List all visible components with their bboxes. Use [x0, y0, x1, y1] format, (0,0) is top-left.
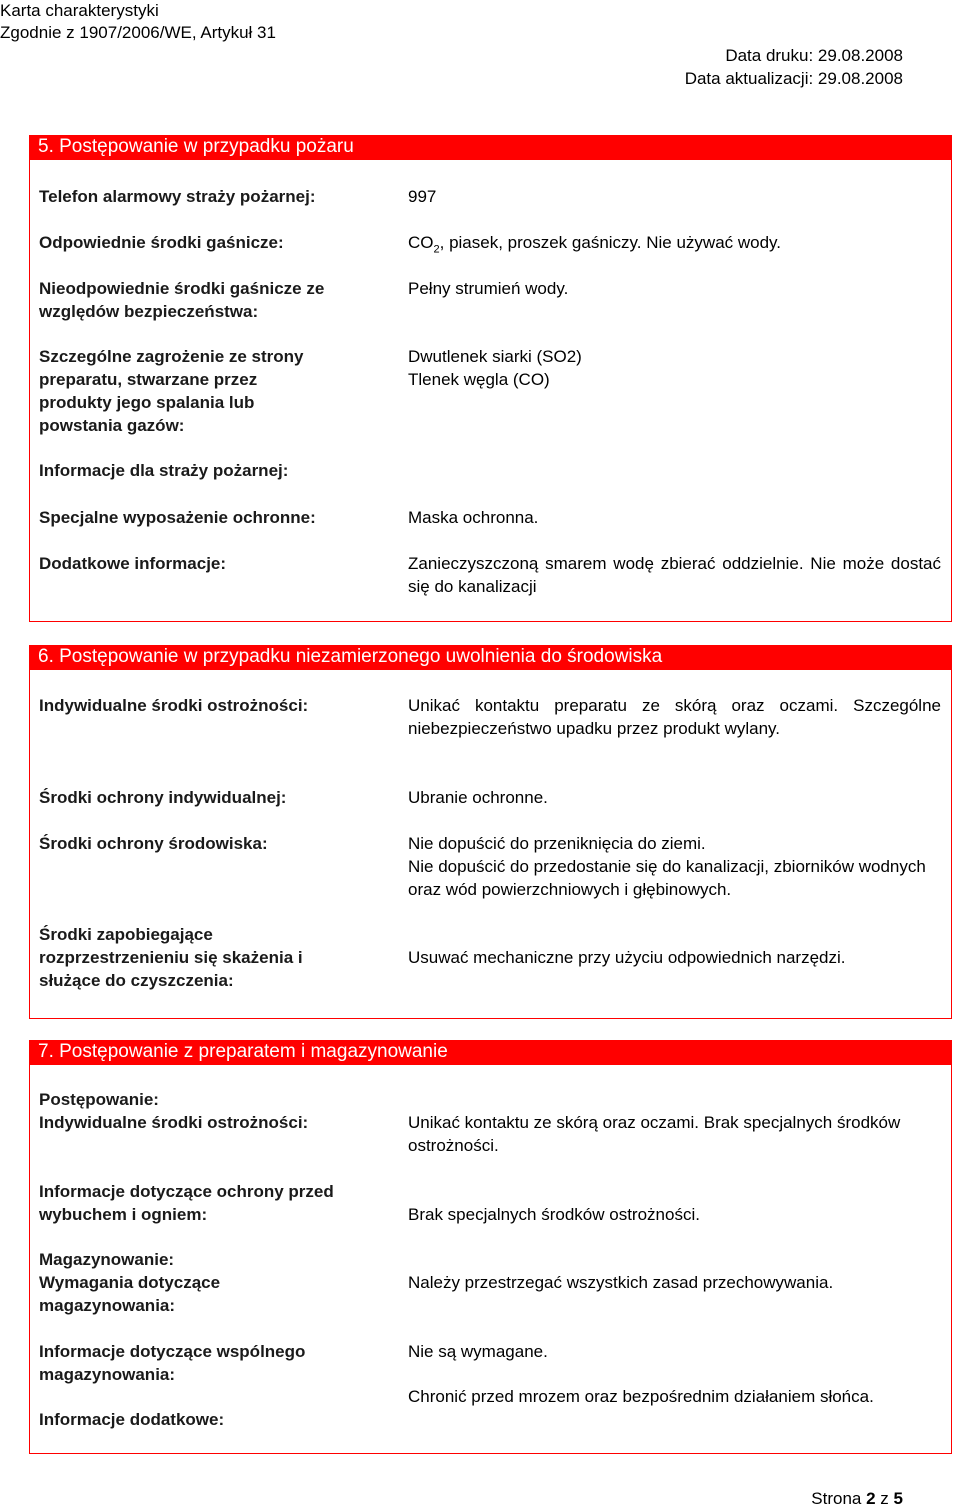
storage-requirements-value: Należy przestrzegać wszystkich zasad przechowywania.: [408, 1273, 834, 1292]
page-number: Strona 2 z 5: [811, 1489, 903, 1508]
additional-info-value: Zanieczyszczoną smarem wodę zbierać oddzielnie. Nie może dostać się do kanalizacji: [408, 554, 941, 596]
handling-precautions-value: Unikać kontaktu ze skórą oraz oczami. Brak specjalnych środków ostrożności.: [408, 1113, 901, 1155]
document-title: Karta charakterystyki: [0, 1, 159, 20]
storage-additional-value: Chronić przed mrozem oraz bezpośrednim działaniem słońca.: [408, 1387, 874, 1406]
special-hazard-label: Szczególne zagrożenie ze strony preparatu, stwarzane przez produkty jego spalania lub powstania gazów:: [39, 347, 304, 435]
environmental-precautions-label: Środki ochrony środowiska:: [39, 834, 268, 853]
section-6-title: 6. Postępowanie w przypadku niezamierzonego uwolnienia do środowiska: [29, 645, 952, 669]
regulation-reference: Zgodnie z 1907/2006/WE, Artykuł 31: [0, 23, 276, 42]
joint-storage-label: Informacje dotyczące wspólnego magazynowania:: [39, 1342, 306, 1384]
suitable-extinguishers-value: $CO_2$, piasek, proszek gaśniczy. Nie używać wody.: [408, 233, 782, 256]
special-equipment-label: Specjalne wyposażenie ochronne:: [39, 508, 316, 527]
section-5-title: 5. Postępowanie w przypadku pożaru: [29, 135, 952, 159]
unsuitable-extinguishers-label: Nieodpowiednie środki gaśnicze ze względów bezpieczeństwa:: [39, 279, 325, 321]
personal-precautions-value: Unikać kontaktu preparatu ze skórą oraz oczami. Szczególne niebezpieczeństwo upadku przez produkt wylany.: [408, 696, 941, 738]
special-equipment-value: Maska ochronna.: [408, 508, 539, 527]
cleanup-methods-label: Środki zapobiegające rozprzestrzenieniu się skażenia i służące do czyszczenia:: [39, 925, 303, 990]
storage-additional-label: Informacje dodatkowe:: [39, 1410, 225, 1429]
personal-protection-label: Środki ochrony indywidualnej:: [39, 788, 287, 807]
storage-requirements-label: Wymagania dotyczące magazynowania:: [39, 1273, 221, 1315]
joint-storage-value: Nie są wymagane.: [408, 1342, 548, 1361]
firefighters-info-label: Informacje dla straży pożarnej:: [39, 461, 289, 480]
fire-phone-value: 997: [408, 187, 437, 206]
personal-protection-value: Ubranie ochronne.: [408, 788, 548, 807]
handling-label: Postępowanie:: [39, 1090, 159, 1109]
environmental-precautions-value: Nie dopuścić do przeniknięcia do ziemi. Nie dopuścić do przedostanie się do kanalizacji, zbiorników wodnych oraz wód powierzchniowych i głębinowych.: [408, 834, 926, 899]
special-hazard-value: Dwutlenek siarki (SO2) Tlenek węgla (CO): [408, 347, 582, 389]
fire-explosion-protection-value: Brak specjalnych środków ostrożności.: [408, 1205, 700, 1224]
fire-phone-label: Telefon alarmowy straży pożarnej:: [39, 187, 316, 206]
handling-precautions-label: Indywidualne środki ostrożności:: [39, 1113, 309, 1132]
update-date: Data aktualizacji: 29.08.2008: [684, 69, 903, 88]
additional-info-label: Dodatkowe informacje:: [39, 554, 227, 573]
print-date: Data druku: 29.08.2008: [725, 46, 903, 65]
unsuitable-extinguishers-value: Pełny strumień wody.: [408, 279, 569, 298]
cleanup-methods-value: Usuwać mechaniczne przy użyciu odpowiednich narzędzi.: [408, 948, 846, 967]
storage-label: Magazynowanie:: [39, 1250, 175, 1269]
suitable-extinguishers-label: Odpowiednie środki gaśnicze:: [39, 233, 284, 252]
section-7-title: 7. Postępowanie z preparatem i magazynowanie: [29, 1040, 952, 1064]
personal-precautions-label: Indywidualne środki ostrożności:: [39, 696, 309, 715]
fire-explosion-protection-label: Informacje dotyczące ochrony przed wybuchem i ogniem:: [39, 1182, 334, 1224]
